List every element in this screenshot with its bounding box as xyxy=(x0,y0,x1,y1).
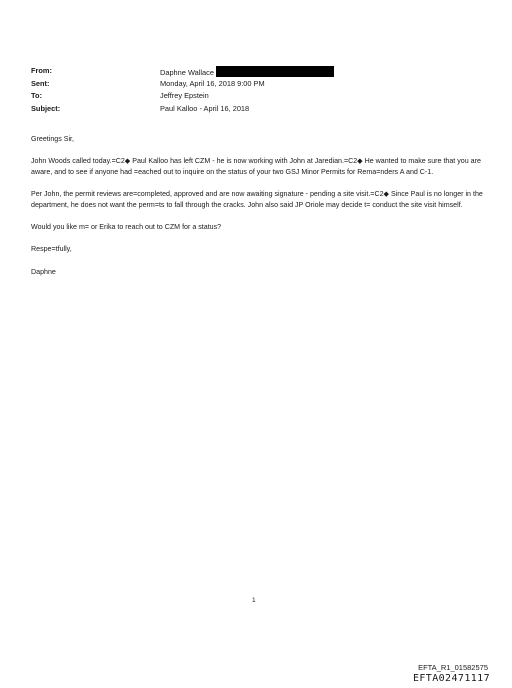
from-name: Daphne Wallace xyxy=(160,68,214,77)
bates-number-2: EFTA02471117 xyxy=(412,673,490,684)
body-paragraph-3: Would you like m= or Erika to reach out to CZM for a status? xyxy=(31,222,222,231)
from-label: From: xyxy=(31,66,52,75)
to-value: Jeffrey Epstein xyxy=(160,91,209,100)
page-number: 1 xyxy=(252,597,256,604)
subject-label: Subject: xyxy=(31,103,61,113)
body-paragraph-1: John Woods called today.=C2◆ Paul Kalloo has left CZM - he is now working with John at Jaredian.=C2◆ He wanted to make sure that you are aware, and to see if anyone had =eached out to inquire on the status of your two GSJ Minor Permits for Rema=nders A and C-1. xyxy=(31,156,481,176)
from-value xyxy=(160,66,334,77)
sent-label: Sent: xyxy=(31,78,50,88)
redaction-box xyxy=(216,66,334,77)
email-body xyxy=(31,134,489,289)
subject-value: Paul Kalloo - April 16, 2018 xyxy=(160,103,250,113)
to-label: To: xyxy=(31,91,42,100)
sent-value: Monday, April 16, 2018 9:00 PM xyxy=(160,78,265,88)
closing: Respe=tfully, xyxy=(31,245,72,254)
body-paragraph-2: Per John, the permit reviews are=completed, approved and are now awaiting signature - pending a site visit.=C2◆ Since Paul is no longer in the department, he does not want the perm=ts to fall through the cracks. John also said JP Oriole may decide t= conduct the site visit himself. xyxy=(31,189,483,209)
signature: Daphne xyxy=(31,267,56,276)
bates-number-1: EFTA_R1_01582575 xyxy=(418,663,488,672)
greeting: Greetings Sir, xyxy=(31,135,74,143)
